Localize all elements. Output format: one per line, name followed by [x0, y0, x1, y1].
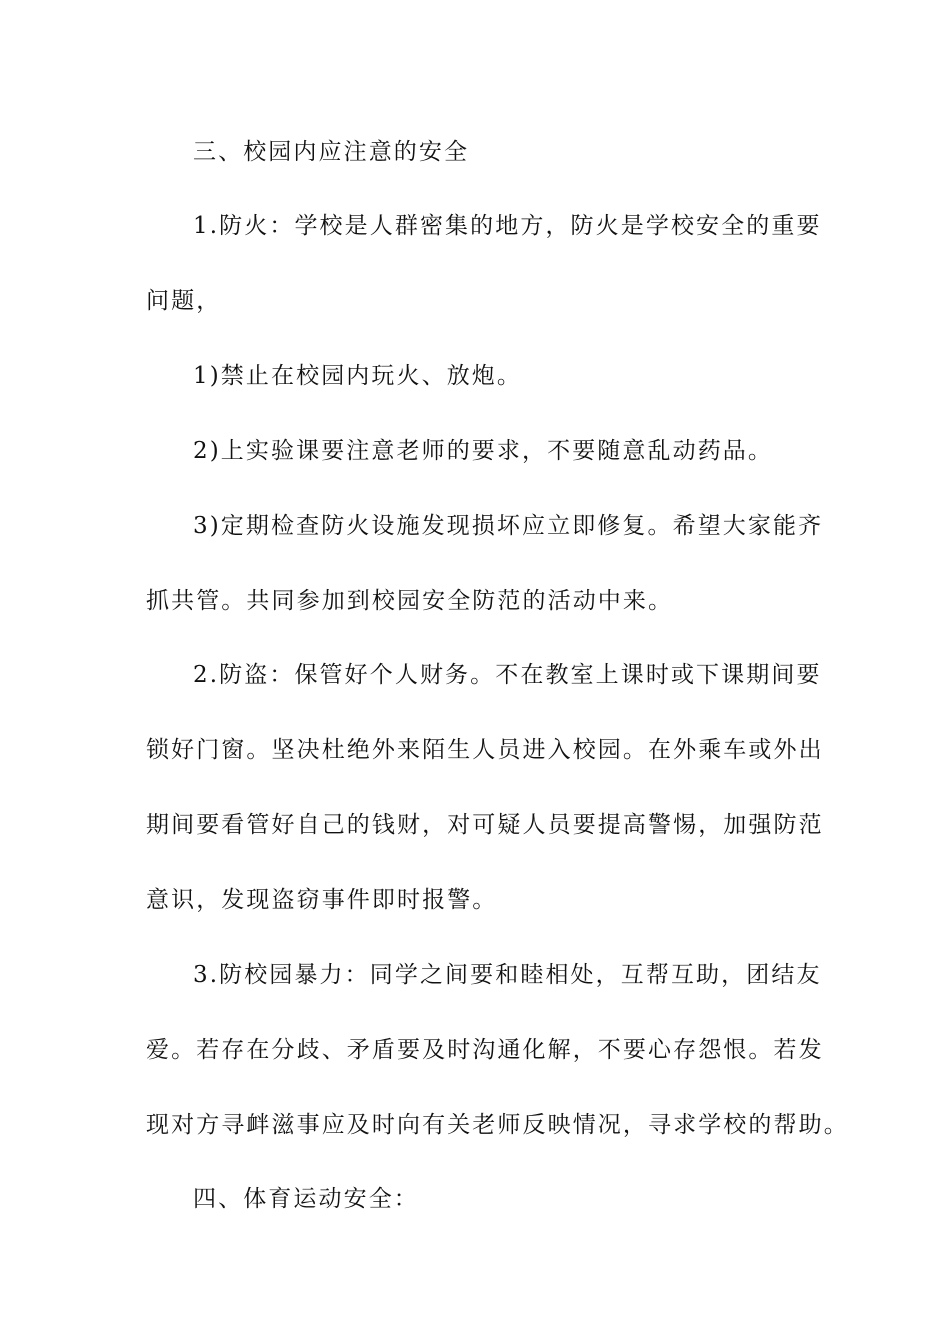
theft-prevention-paragraph-line-1: 2.防盗：保管好个人财务。不在教室上课时或下课期间要 [193, 662, 822, 688]
fire-rule-3-line-2: 抓共管。共同参加到校园安全防范的活动中来。 [146, 588, 674, 614]
section-heading-campus-safety: 三、校园内应注意的安全 [193, 139, 470, 165]
section-heading-sports-safety: 四、体育运动安全： [193, 1186, 419, 1212]
violence-prevention-paragraph-line-2: 爱。若存在分歧、矛盾要及时沟通化解，不要心存怨恨。若发 [146, 1037, 824, 1063]
fire-prevention-paragraph-line-2: 问题， [146, 288, 222, 314]
fire-rule-1: 1)禁止在校园内玩火、放炮。 [193, 363, 523, 389]
fire-rule-2: 2)上实验课要注意老师的要求，不要随意乱动药品。 [193, 438, 774, 464]
violence-prevention-paragraph-line-1: 3.防校园暴力：同学之间要和睦相处，互帮互助，团结友 [193, 962, 822, 988]
violence-prevention-paragraph-line-3: 现对方寻衅滋事应及时向有关老师反映情况，寻求学校的帮助。 [146, 1112, 849, 1138]
fire-rule-3-line-1: 3)定期检查防火设施发现损坏应立即修复。希望大家能齐 [193, 513, 824, 539]
theft-prevention-paragraph-line-2: 锁好门窗。坚决杜绝外来陌生人员进入校园。在外乘车或外出 [146, 737, 824, 763]
theft-prevention-paragraph-line-4: 意识，发现盗窃事件即时报警。 [146, 887, 498, 913]
fire-prevention-paragraph-line-1: 1.防火：学校是人群密集的地方，防火是学校安全的重要 [193, 213, 822, 239]
theft-prevention-paragraph-line-3: 期间要看管好自己的钱财，对可疑人员要提高警惕，加强防范 [146, 812, 824, 838]
